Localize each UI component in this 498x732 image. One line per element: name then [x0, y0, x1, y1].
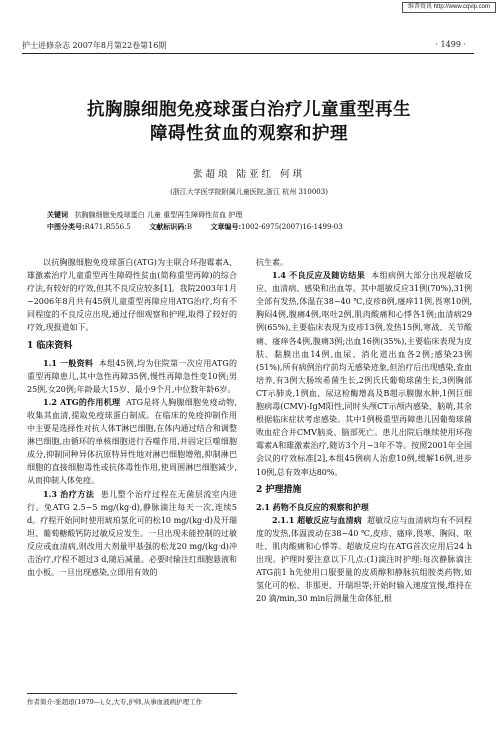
doc-code-value: B [186, 223, 192, 231]
section-heading-2: 2 护理措施 [256, 484, 302, 495]
right-column [256, 256, 472, 605]
clc-label: 中图分类号: [47, 222, 85, 231]
text-1-3: 患儿整个治疗过程在无菌层流室内进行。兔ATG 2.5~5 mg/(kg·d),静脉滴注每天一次,连续5 d。疗程开始同时使用琥珀氢化可的松10 mg/(kg·d)及开瑞坦、葡萄糖酸钙防过敏反应发生。一旦出现未能控制的过敏反应或血清病,则改用大剂量甲基强的松龙20 mg/(kg·d)冲击治疗,疗程不超过3 d,随后减量。必要时输注红细胞悬液和血小板。一旦出现感染,立即用有效的 [27, 489, 238, 578]
intro-paragraph: 以抗胸腺细胞免疫球蛋白(ATG)为主联合环孢霉素A、雄激素治疗儿童重型再生障碍性贫血(简称重型再障)的综合疗法,有较好的疗效,但其不良反应较多[1]。我院2003年1月~2006年8月共有45例儿童重型再障应用ATG治疗,均有不同程度的不良反应出现,通过仔细观察和护理,取得了较好的疗效,现报道如下。 [27, 258, 237, 333]
article-id-label: 文章编号: [210, 222, 242, 231]
paragraph-1-1 [27, 357, 237, 396]
paragraph-1-3 [27, 488, 237, 580]
subhead-2-1: 2.1 药物不良反应的观察和护理 [256, 501, 369, 512]
author-footnote: 作者简介:张超琅(1979—),女,大专,护师,从事血液病护理工作 [27, 693, 237, 707]
paragraph-2-1-1 [256, 514, 472, 606]
paragraph-1-4 [256, 269, 472, 479]
text-2-1-1: 超敏反应与血清病均有不同程度的发热,体温波动在38~40 ℃,皮疹、瘙痒,畏寒、胸闷、呕吐、肌肉酸痛和心悸等。超敏反应均在ATG首次应用后24 h出现。护理时要注意以下几点:(1)滴注时护理:每次静脉滴注ATG前1 h先使用口服要量的皮质醇和静脉抗组胺类药物,如氢化可的松、非那更、开瑞坦等;开始时输入速度宜慢,维持在20 滴/min,30 min后测量生命体征,根 [256, 515, 472, 604]
title-line-2: 障碍性贫血的观察和护理 [150, 124, 348, 144]
clc-value: R471,R556.5 [84, 223, 131, 231]
article-title [0, 98, 498, 146]
section-heading-1: 1 临床资料 [27, 340, 73, 351]
text-1-1: 本组45例,均为住院第一次应用ATG的重型再障患儿,其中急性再障35例,慢性再障急性变10例;男25例,女20例;年龄最大15岁、最小9个月,中位数年龄6岁。 [27, 358, 237, 394]
header-rule [22, 53, 474, 54]
subhead-1-1: 1.1 一般资料 [43, 357, 94, 368]
left-column [27, 256, 237, 579]
subhead-1-3: 1.3 治疗方法 [43, 488, 95, 499]
article-id-value: 1002-6975(2007)16-1499-03 [241, 223, 343, 231]
classification-row [47, 221, 458, 233]
subhead-1-2: 1.2 ATG的作用机理 [43, 396, 121, 407]
keywords-label: 关键词 [47, 210, 68, 219]
journal-info: 护士进修杂志 2007年8月第22卷第16期 [22, 41, 167, 50]
text-1-2: ATG是将人胸腺细胞免疫动物,收集其血清,提取免疫球蛋白制成。在临床的免疫抑制作用中主要是选择性对抗人体T淋巴细胞,在体内通过结合和调整淋巴细胞,由循环的单核细胞进行吞噬作用,并固定巨噬细胞成分,抑制同种异体抗原特异性地对淋巴细胞增殖,抑制淋巴细胞的直接细胞毒性或抗体毒性作用,使周围淋巴细胞减少,从而抑制人体免疫。 [27, 397, 238, 486]
doc-code-label: 文献标识码: [149, 222, 187, 231]
article-meta [47, 209, 458, 233]
keywords-row [47, 209, 458, 221]
subhead-1-4: 1.4 不良反应及随访结果 [272, 270, 366, 281]
continued-text: 抗生素。 [256, 258, 288, 267]
text-1-4: 本组病例大部分出现超敏反应、血清病、感染和出血等。其中超敏反应31例(70%),31例全部有发热,体温在38~40 ℃,皮疹8例,瘙痒11例,畏寒10例,胸闷4例,腹痛4例,呕吐2例,肌肉酸痛和心悸各1例;血清病29例(65%),主要临床表现为皮疹13例,发热15例,寒战、关节酸痛、瘙痒各4例,腹痛3例;出血16例(35%),主要临床表现为皮肤、黏膜出血14例,血尿、消化道出血各2例;感染23例(51%),所有病例治疗前均无感染迹象,但治疗后出现感染,查血培养,有3例大肠埃希菌生长,2例氏氏葡萄球菌生长,3例胸部CT示肺炎,1例血、尿这检酶增高及B超示膜腺水肿,1例巨细胞病毒(CMV)-IgM阳性,同时头颅CT示颅内感染、脑萌,其余根据临床症状考虑感染。其中1例极重型再障患儿因葡萄球菌败血症合并CMV脑炎、脑部死亡。患儿出院后继续使用环孢霉素A和雄激素治疗,随访3个月~3年不等。按照2001年全国会议的疗效标准[2],本组45例病人治愈10例,缓解16例,进步10例,总有效率达80%。 [256, 271, 473, 477]
paragraph-1-2 [27, 396, 237, 488]
keywords: 抗胸腺细胞免疫球蛋白 儿童 重型再生障碍性贫血 护理 [74, 211, 243, 219]
running-header [22, 40, 474, 54]
page-number: · 1499 · [435, 40, 466, 49]
authors: 张超琅 陆亚红 何琪 [192, 169, 306, 180]
affiliation: (浙江大学医学院附属儿童医院,浙江 杭州 310003) [170, 188, 328, 196]
watermark-stamp: 维普资讯 http://www.cqvip.com [402, 2, 496, 13]
title-line-1: 抗胸腺细胞免疫球蛋白治疗儿童重型再生 [87, 100, 411, 120]
subhead-2-1-1: 2.1.1 超敏反应与血清病 [272, 514, 362, 525]
